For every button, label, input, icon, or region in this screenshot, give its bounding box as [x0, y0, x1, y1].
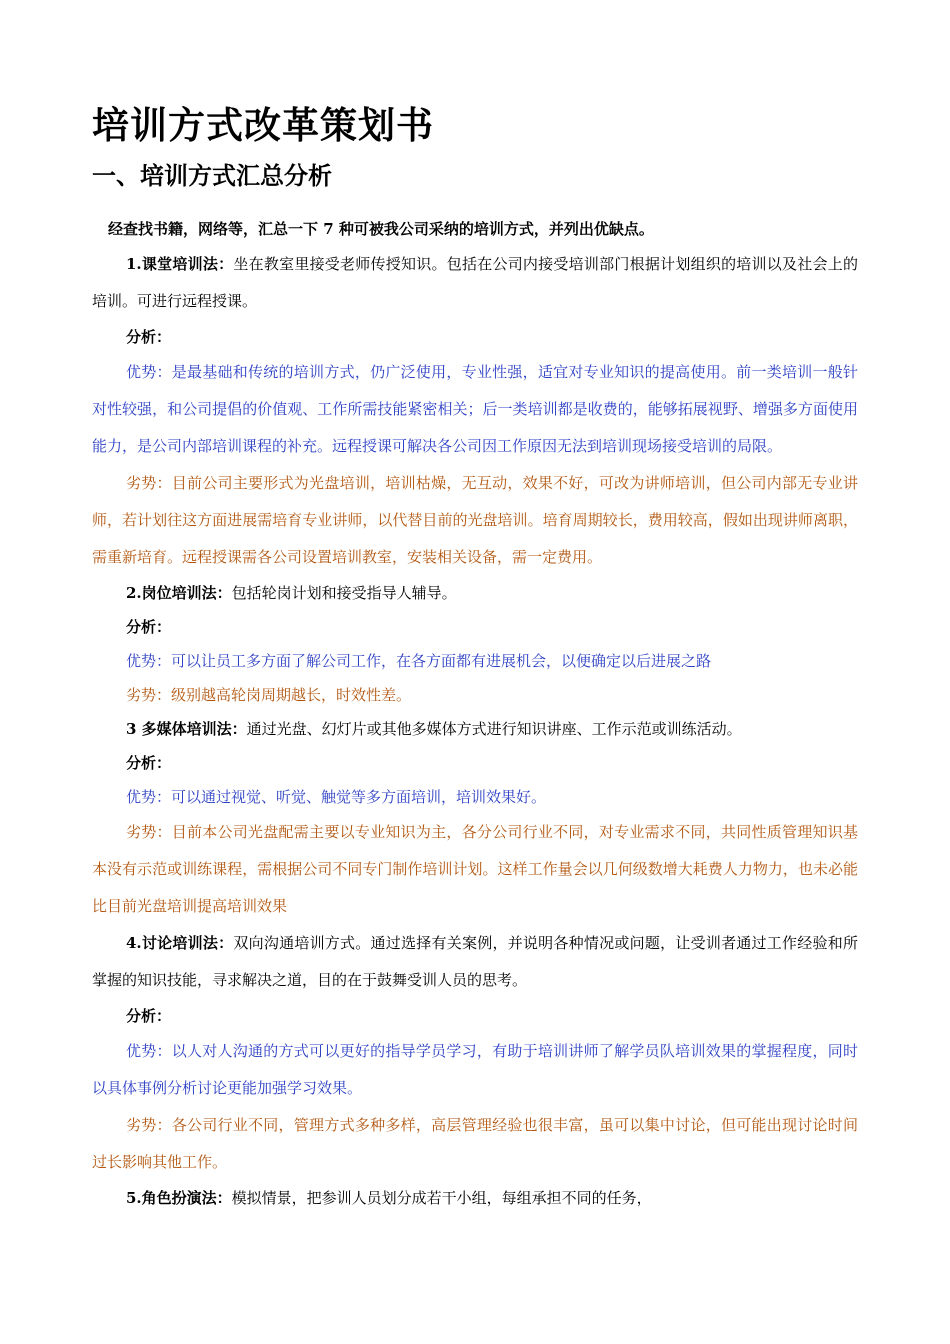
method-5-desc: 模拟情景，把参训人员划分成若干小组，每组承担不同的任务， [231, 1189, 652, 1207]
method-1-desc: 坐在教室里接受老师传授知识。包括在公司内接受培训部门根据计划组织的培训以及社会上的培训。可进行远程授课。 [92, 255, 858, 310]
method-4-analysis-label: 分析： [126, 1007, 172, 1025]
method-3-description [92, 712, 858, 746]
method-1-pros: 优势：是最基础和传统的培训方式，仍广泛使用，专业性强，适宜对专业知识的提高使用。前一类培训一般针对性较强，和公司提倡的价值观、工作所需技能紧密相关；后一类培训都是收费的，能够拓展视野、增强多方面使用能力，是公司内部培训课程的补充。远程授课可解决各公司因工作原因无法到培训现场接受培训的局限。 [92, 363, 858, 455]
method-2-pros: 优势：可以让员工多方面了解公司工作，在各方面都有进展机会，以便确定以后进展之路 [126, 652, 712, 670]
method-2-analysis-label: 分析： [126, 618, 172, 636]
method-4-cons: 劣势：各公司行业不同，管理方式多种多样，高层管理经验也很丰富，虽可以集中讨论，但可能出现讨论时间过长影响其他工作。 [92, 1116, 858, 1171]
method-1-analysis-label: 分析： [126, 328, 172, 346]
method-3-pros: 优势：可以通过视觉、听觉、触觉等多方面培训，培训效果好。 [126, 788, 547, 806]
method-3-desc: 通过光盘、幻灯片或其他多媒体方式进行知识讲座、工作示范或训练活动。 [246, 720, 742, 738]
document-title: 培训方式改革策划书 [92, 104, 434, 147]
method-1-description [92, 246, 858, 320]
document-page [92, 100, 858, 1215]
method-2-desc: 包括轮岗计划和接受指导人辅导。 [231, 584, 457, 602]
method-3-name: 3 多媒体培训法： [126, 720, 247, 738]
method-4-pros: 优势：以人对人沟通的方式可以更好的指导学员学习，有助于培训讲师了解学员队培训效果的掌握程度，同时以具体事例分析讨论更能加强学习效果。 [92, 1042, 858, 1097]
method-3-cons: 劣势：目前本公司光盘配需主要以专业知识为主，各分公司行业不同，对专业需求不同，共同性质管理知识基本没有示范或训练课程，需根据公司不同专门制作培训计划。这样工作量会以几何级数增大耗费人力物力，也未必能比目前光盘培训提高培训效果 [92, 823, 858, 915]
method-5-name: 5.角色扮演法： [126, 1189, 232, 1207]
method-2-name: 2.岗位培训法： [126, 584, 232, 602]
method-5-description [92, 1181, 858, 1215]
method-2-description [92, 576, 858, 610]
method-2-cons: 劣势：级别越高轮岗周期越长，时效性差。 [126, 686, 412, 704]
section-heading: 一、培训方式汇总分析 [92, 162, 332, 190]
method-3-analysis-label: 分析： [126, 754, 172, 772]
method-1-cons: 劣势：目前公司主要形式为光盘培训，培训枯燥，无互动，效果不好，可改为讲师培训，但公司内部无专业讲师，若计划往这方面进展需培育专业讲师，以代替目前的光盘培训。培育周期较长，费用较高，假如出现讲师离职，需重新培育。远程授课需各公司设置培训教室，安装相关设备，需一定费用。 [92, 474, 858, 566]
intro-paragraph: 经查找书籍，网络等，汇总一下 7 种可被我公司采纳的培训方式，并列出优缺点。 [108, 220, 654, 238]
method-1-name: 1.课堂培训法： [126, 255, 234, 273]
method-4-desc: 双向沟通培训方式。通过选择有关案例，并说明各种情况或问题，让受训者通过工作经验和所掌握的知识技能，寻求解决之道，目的在于鼓舞受训人员的思考。 [92, 934, 858, 989]
method-4-description [92, 925, 858, 999]
method-4-name: 4.讨论培训法： [126, 934, 234, 952]
